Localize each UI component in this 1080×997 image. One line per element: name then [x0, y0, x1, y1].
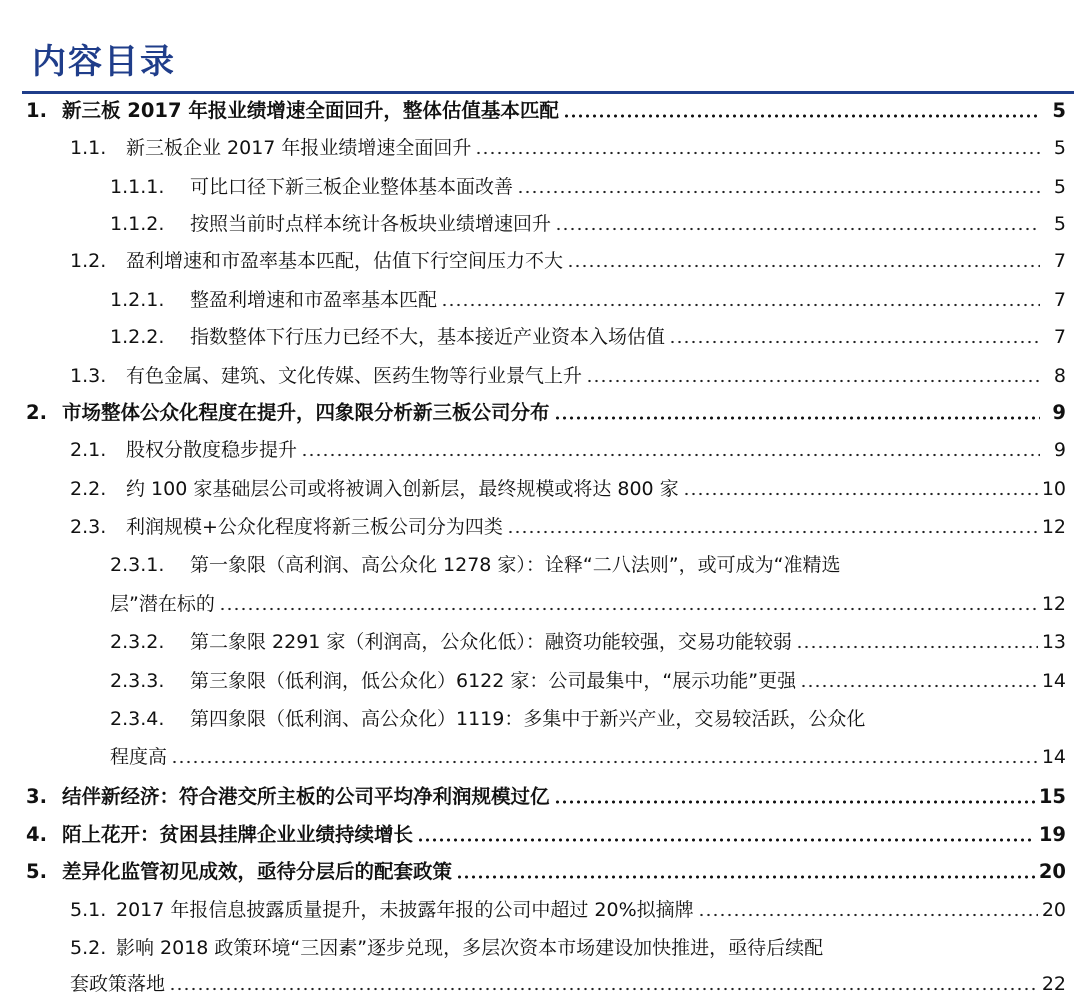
toc-entry-page: 7	[1053, 289, 1066, 311]
toc-entry[interactable]	[110, 625, 1066, 655]
toc-entry[interactable]	[70, 472, 1066, 502]
toc-entry-number: 2.3.4.	[110, 708, 165, 730]
toc-entry-number: 1.1.2.	[110, 213, 165, 235]
toc-entry-number: 5.	[26, 860, 47, 883]
toc-entry[interactable]	[70, 510, 1066, 540]
toc-entry-number: 2.3.1.	[110, 554, 165, 576]
toc-entry-page: 15	[1038, 785, 1066, 808]
toc-entry[interactable]	[70, 893, 1066, 923]
dot-leader	[554, 800, 1035, 804]
toc-entry-text: 新三板 2017 年报业绩增速全面回升，整体估值基本匹配	[62, 99, 559, 122]
dot-leader	[563, 114, 1040, 118]
toc-entry-continuation[interactable]	[70, 967, 1066, 997]
dot-leader	[796, 645, 1038, 649]
toc-entry-number: 1.	[26, 99, 47, 122]
dot-leader	[219, 607, 1038, 611]
toc-entry-number: 1.3.	[70, 365, 107, 387]
toc-entry-text: 有色金属、建筑、文化传媒、医药生物等行业景气上升	[126, 365, 583, 387]
toc-entry-text: 第二象限 2291 家（利润高，公众化低）：融资功能较强，交易功能较弱	[190, 631, 792, 653]
toc-entry-number: 2.2.	[70, 478, 107, 500]
toc-entry-number: 3.	[26, 785, 47, 808]
toc-entry[interactable]	[110, 283, 1066, 313]
dot-leader	[554, 416, 1040, 420]
toc-entry-number: 5.1.	[70, 899, 107, 921]
toc-entry-text: 结伴新经济：符合港交所主板的公司平均净利润规模过亿	[62, 785, 550, 808]
toc-entry-continuation[interactable]	[110, 740, 1066, 770]
toc-entry-text: 层”潜在标的	[110, 593, 215, 615]
dot-leader	[698, 913, 1038, 917]
toc-entry[interactable]	[70, 359, 1066, 389]
toc-entry-text: 盈利增速和市盈率基本匹配，估值下行空间压力不大	[126, 250, 564, 272]
dot-leader	[417, 838, 1035, 842]
toc-entry[interactable]	[26, 818, 1066, 848]
toc-entry-text: 2017 年报信息披露质量提升，未披露年报的公司中超过 20%拟摘牌	[116, 899, 694, 921]
toc-entry-page: 13	[1041, 631, 1066, 653]
dot-leader	[475, 151, 1040, 155]
toc-entry-page: 9	[1053, 439, 1066, 461]
toc-entry-text: 第一象限（高利润、高公众化 1278 家）：诠释“二八法则”，或可成为“准精选	[190, 554, 841, 576]
toc-entry-number: 2.3.2.	[110, 631, 165, 653]
toc-entry[interactable]	[110, 320, 1066, 350]
toc-entry-page: 7	[1053, 250, 1066, 272]
toc-entry-text: 整盈利增速和市盈率基本匹配	[190, 289, 438, 311]
toc-entry[interactable]	[26, 94, 1066, 124]
toc-entry[interactable]	[110, 664, 1066, 694]
dot-leader	[171, 760, 1038, 764]
toc-entry-text: 第三象限（低利润，低公众化）6122 家：公司最集中，“展示功能”更强	[190, 670, 797, 692]
toc-entry[interactable]	[70, 433, 1066, 463]
toc-entry-page: 5	[1053, 213, 1066, 235]
toc-entry-number: 1.2.2.	[110, 326, 165, 348]
toc-entry-number: 1.1.	[70, 137, 107, 159]
dot-leader	[567, 264, 1040, 268]
toc-entry-number: 2.1.	[70, 439, 107, 461]
dot-leader	[441, 303, 1040, 307]
toc-entry-page: 20	[1041, 899, 1066, 921]
toc-title: 内容目录	[32, 42, 176, 82]
toc-entry-number: 2.3.	[70, 516, 107, 538]
toc-entry-page: 22	[1041, 973, 1066, 995]
dot-leader	[517, 190, 1040, 194]
toc-entry-page: 19	[1038, 823, 1066, 846]
toc-entry-text: 新三板企业 2017 年报业绩增速全面回升	[126, 137, 472, 159]
toc-entry-page: 9	[1052, 401, 1066, 424]
toc-entry-page: 12	[1041, 593, 1066, 615]
toc-entry[interactable]	[110, 702, 1060, 732]
toc-entry[interactable]	[110, 548, 1060, 578]
toc-entry-text: 市场整体公众化程度在提升，四象限分析新三板公司分布	[62, 401, 550, 424]
toc-entry-text: 利润规模+公众化程度将新三板公司分为四类	[126, 516, 503, 538]
toc-entry-text: 股权分散度稳步提升	[126, 439, 298, 461]
toc-entry-text: 约 100 家基础层公司或将被调入创新层，最终规模或将达 800 家	[126, 478, 679, 500]
toc-entry-text: 指数整体下行压力已经不大，基本接近产业资本入场估值	[190, 326, 666, 348]
toc-entry-page: 5	[1052, 99, 1066, 122]
dot-leader	[586, 379, 1040, 383]
toc-entry-page: 20	[1038, 860, 1066, 883]
dot-leader	[555, 227, 1040, 231]
toc-entry[interactable]	[110, 170, 1066, 200]
toc-entry[interactable]	[26, 780, 1066, 810]
toc-entry[interactable]	[26, 855, 1066, 885]
toc-entry-number: 1.2.	[70, 250, 107, 272]
toc-entry-text: 可比口径下新三板企业整体基本面改善	[190, 176, 514, 198]
toc-entry-number: 5.2.	[70, 937, 107, 959]
toc-entry-number: 2.3.3.	[110, 670, 165, 692]
toc-entry-page: 5	[1053, 137, 1066, 159]
toc-entry-page: 12	[1041, 516, 1066, 538]
toc-entry-text: 差异化监管初见成效，亟待分层后的配套政策	[62, 860, 453, 883]
toc-entry-text: 影响 2018 政策环境“三因素”逐步兑现，多层次资本市场建设加快推进，亟待后续配	[116, 937, 824, 959]
toc-entry[interactable]	[70, 131, 1066, 161]
toc-entry[interactable]	[26, 396, 1066, 426]
toc-entry-number: 1.1.1.	[110, 176, 165, 198]
toc-entry-text: 按照当前时点样本统计各板块业绩增速回升	[190, 213, 552, 235]
toc-entry-page: 5	[1053, 176, 1066, 198]
toc-entry-page: 7	[1053, 326, 1066, 348]
dot-leader	[169, 987, 1038, 991]
toc-entry-text: 陌上花开：贫困县挂牌企业业绩持续增长	[62, 823, 414, 846]
dot-leader	[456, 875, 1035, 879]
toc-entry-page: 14	[1041, 746, 1066, 768]
dot-leader	[800, 684, 1038, 688]
toc-entry-page: 8	[1053, 365, 1066, 387]
dot-leader	[507, 530, 1038, 534]
dot-leader	[669, 340, 1040, 344]
toc-entry-page: 10	[1041, 478, 1066, 500]
toc-entry-text: 程度高	[110, 746, 168, 768]
toc-entry[interactable]	[110, 207, 1066, 237]
dot-leader	[301, 453, 1040, 457]
toc-entry-continuation[interactable]	[110, 587, 1066, 617]
toc-entry-number: 4.	[26, 823, 47, 846]
dot-leader	[683, 492, 1038, 496]
toc-entry-text: 第四象限（低利润、高公众化）1119：多集中于新兴产业，交易较活跃，公众化	[190, 708, 866, 730]
toc-entry[interactable]	[70, 244, 1066, 274]
toc-entry[interactable]	[70, 931, 1066, 961]
toc-entry-number: 1.2.1.	[110, 289, 165, 311]
toc-entry-number: 2.	[26, 401, 47, 424]
toc-entry-page: 14	[1041, 670, 1066, 692]
toc-entry-text: 套政策落地	[70, 973, 166, 995]
